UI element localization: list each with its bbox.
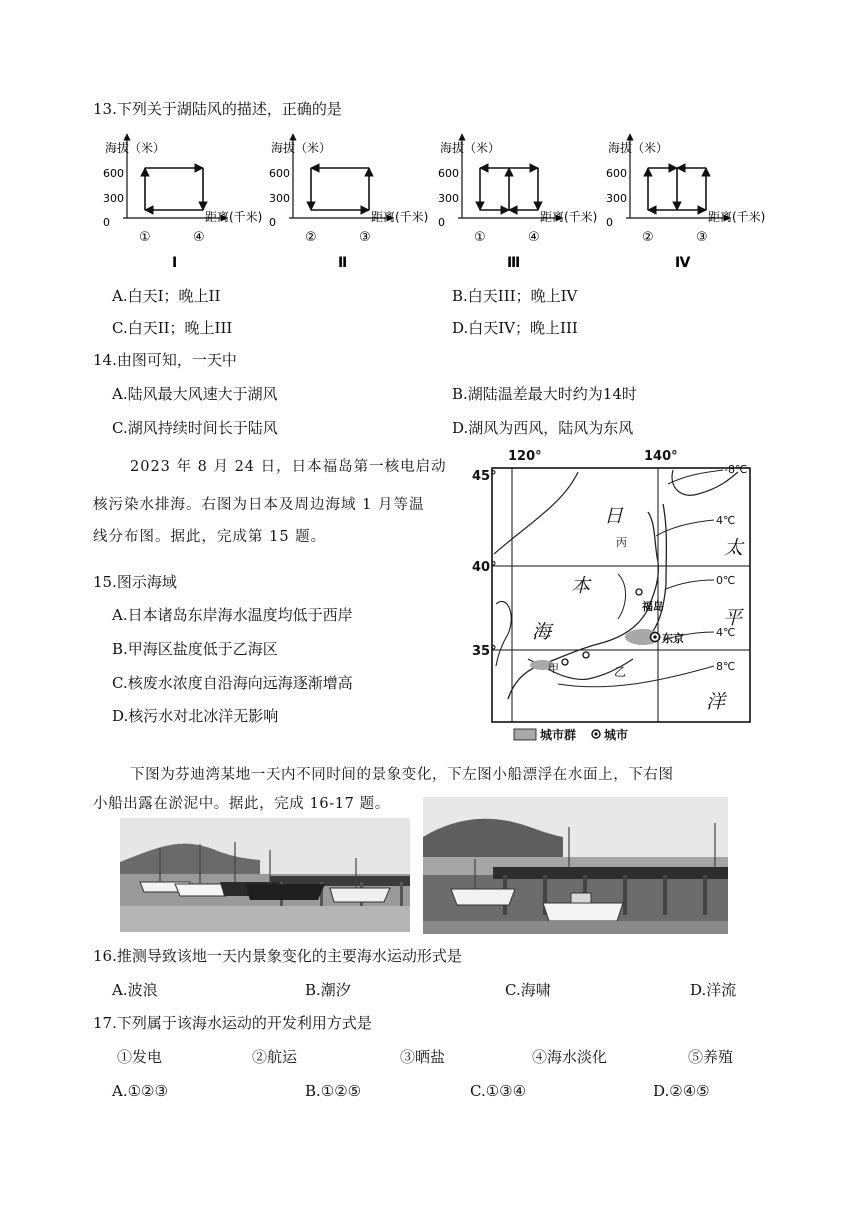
q13-left-marker: ① <box>139 230 151 245</box>
sea-char-ben: 本 <box>571 575 591 597</box>
intro15-line3: 线分布图。据此，完成第 15 题。 <box>93 529 327 545</box>
place-yi: 乙 <box>614 665 627 679</box>
q15-option-b[interactable]: B.甲海区盐度低于乙海区 <box>112 640 278 658</box>
q13-roman: Ⅲ <box>507 255 521 270</box>
q13-tick-0: 0 <box>438 216 445 229</box>
q13-tick-600: 600 <box>103 167 124 180</box>
q13-xlabel: 距离(千米) <box>205 210 263 224</box>
q13-tick-300: 300 <box>103 192 124 205</box>
q13-tick-300: 300 <box>606 192 627 205</box>
q14-stem: 14.由图可知，一天中 <box>93 351 237 369</box>
sea-char-hai: 海 <box>532 621 552 643</box>
ocean-char-ping: 平 <box>723 607 743 629</box>
q13-tick-0: 0 <box>103 216 110 229</box>
q17-option-d[interactable]: D.②④⑤ <box>653 1082 710 1100</box>
q13-diagrams <box>0 130 860 270</box>
q13-right-marker: ④ <box>193 230 205 245</box>
lat-label-45: 45° <box>472 469 497 484</box>
intro16-line2: 小船出露在淤泥中。据此，完成 16-17 题。 <box>93 796 390 812</box>
isotherm-label-4a: 4℃ <box>716 514 736 527</box>
q13-xlabel: 距离(千米) <box>540 210 598 224</box>
q15-option-c[interactable]: C.核废水浓度自沿海向远海逐渐增高 <box>112 674 353 692</box>
intro15-line1: 2023 年 8 月 24 日，日本福岛第一核电启动 <box>130 459 447 475</box>
q13-roman: Ⅱ <box>338 255 348 270</box>
q13-tick-300: 300 <box>269 192 290 205</box>
q13-ylabel: 海拔（米） <box>440 141 501 155</box>
q13-right-marker: ④ <box>528 230 540 245</box>
q14-option-c[interactable]: C.湖风持续时间长于陆风 <box>112 419 278 437</box>
q13-option-b[interactable]: B.白天III；晚上IV <box>452 287 578 305</box>
q17-item-1: ①发电 <box>117 1048 163 1066</box>
q13-diagram-1 <box>103 134 262 270</box>
q13-ylabel: 海拔（米） <box>105 141 166 155</box>
isotherm-label-0: 0℃ <box>716 574 736 587</box>
q17-option-a[interactable]: A.①②③ <box>112 1082 168 1100</box>
q16-stem: 16.推测导致该地一天内景象变化的主要海水运动形式是 <box>93 947 462 965</box>
q16-option-d[interactable]: D.洋流 <box>690 981 737 999</box>
q17-item-2: ②航运 <box>252 1048 298 1066</box>
q13-xlabel: 距离(千米) <box>371 210 429 224</box>
q13-diagram-3 <box>438 134 597 270</box>
q13-option-a[interactable]: A.白天I；晚上II <box>112 287 221 305</box>
japan-isotherm-map <box>468 444 758 746</box>
q13-ylabel: 海拔（米） <box>608 141 669 155</box>
q14-option-b[interactable]: B.湖陆温差最大时约为14时 <box>452 385 637 403</box>
q13-left-marker: ② <box>642 230 654 245</box>
q17-option-c[interactable]: C.①③④ <box>470 1082 527 1100</box>
q15-stem: 15.图示海域 <box>93 573 177 591</box>
q14-option-d[interactable]: D.湖风为西风，陆风为东风 <box>452 419 634 437</box>
q13-roman: Ⅳ <box>675 255 691 270</box>
lon-label-140: 140° <box>644 449 678 464</box>
q15-option-a[interactable]: A.日本诸岛东岸海水温度均低于西岸 <box>112 606 353 624</box>
q13-option-d[interactable]: D.白天IV；晚上III <box>452 319 578 337</box>
place-jia: 甲 <box>548 662 559 675</box>
ocean-char-yang: 洋 <box>706 691 726 713</box>
q16-option-c[interactable]: C.海啸 <box>505 981 551 999</box>
isotherm-label-minus8: -8℃ <box>724 463 748 476</box>
q13-tick-600: 600 <box>438 167 459 180</box>
sea-char-ri: 日 <box>604 505 624 527</box>
lat-label-40: 40° <box>472 560 497 575</box>
place-fukushima: 福岛 <box>642 600 664 613</box>
isotherm-label-8: 8℃ <box>716 660 736 673</box>
q13-tick-0: 0 <box>269 216 276 229</box>
q16-option-b[interactable]: B.潮汐 <box>305 981 351 999</box>
q14-option-a[interactable]: A.陆风最大风速大于湖风 <box>112 385 278 403</box>
q13-xlabel: 距离(千米) <box>708 210 766 224</box>
q13-tick-300: 300 <box>438 192 459 205</box>
q16-option-a[interactable]: A.波浪 <box>112 981 158 999</box>
place-tokyo: 东京 <box>662 632 684 645</box>
q13-diagram-4 <box>606 134 765 270</box>
legend-cluster: 城市群 <box>540 728 577 742</box>
photo-high-tide <box>120 818 410 932</box>
q17-item-4: ④海水淡化 <box>532 1048 608 1066</box>
q13-tick-600: 600 <box>606 167 627 180</box>
intro15-line2: 核污染水排海。右图为日本及周边海域 1 月等温 <box>93 497 425 513</box>
q17-option-b[interactable]: B.①②⑤ <box>305 1082 362 1100</box>
q13-tick-600: 600 <box>269 167 290 180</box>
q13-left-marker: ① <box>474 230 486 245</box>
q15-option-d[interactable]: D.核污水对北冰洋无影响 <box>112 707 279 725</box>
q13-right-marker: ③ <box>696 230 708 245</box>
q13-right-marker: ③ <box>359 230 371 245</box>
lon-label-120: 120° <box>508 449 542 464</box>
q13-ylabel: 海拔（米） <box>271 141 332 155</box>
q17-item-3: ③晒盐 <box>400 1048 446 1066</box>
q13-left-marker: ② <box>305 230 317 245</box>
lat-label-35: 35° <box>472 644 497 659</box>
q13-roman: Ⅰ <box>172 255 178 270</box>
q13-diagram-2 <box>269 134 428 270</box>
isotherm-label-4b: 4℃ <box>716 626 736 639</box>
q17-item-5: ⑤养殖 <box>688 1048 734 1066</box>
intro16-line1: 下图为芬迪湾某地一天内不同时间的景象变化，下左图小船漂浮在水面上，下右图 <box>130 767 674 783</box>
q13-stem: 13.下列关于湖陆风的描述，正确的是 <box>93 100 342 118</box>
q13-option-c[interactable]: C.白天II；晚上III <box>112 319 233 337</box>
place-bing: 丙 <box>616 536 627 549</box>
ocean-char-tai: 太 <box>724 537 744 559</box>
photo-low-tide <box>423 797 728 934</box>
legend-city: 城市 <box>604 728 629 742</box>
q13-tick-0: 0 <box>606 216 613 229</box>
q17-stem: 17.下列属于该海水运动的开发利用方式是 <box>93 1014 372 1032</box>
